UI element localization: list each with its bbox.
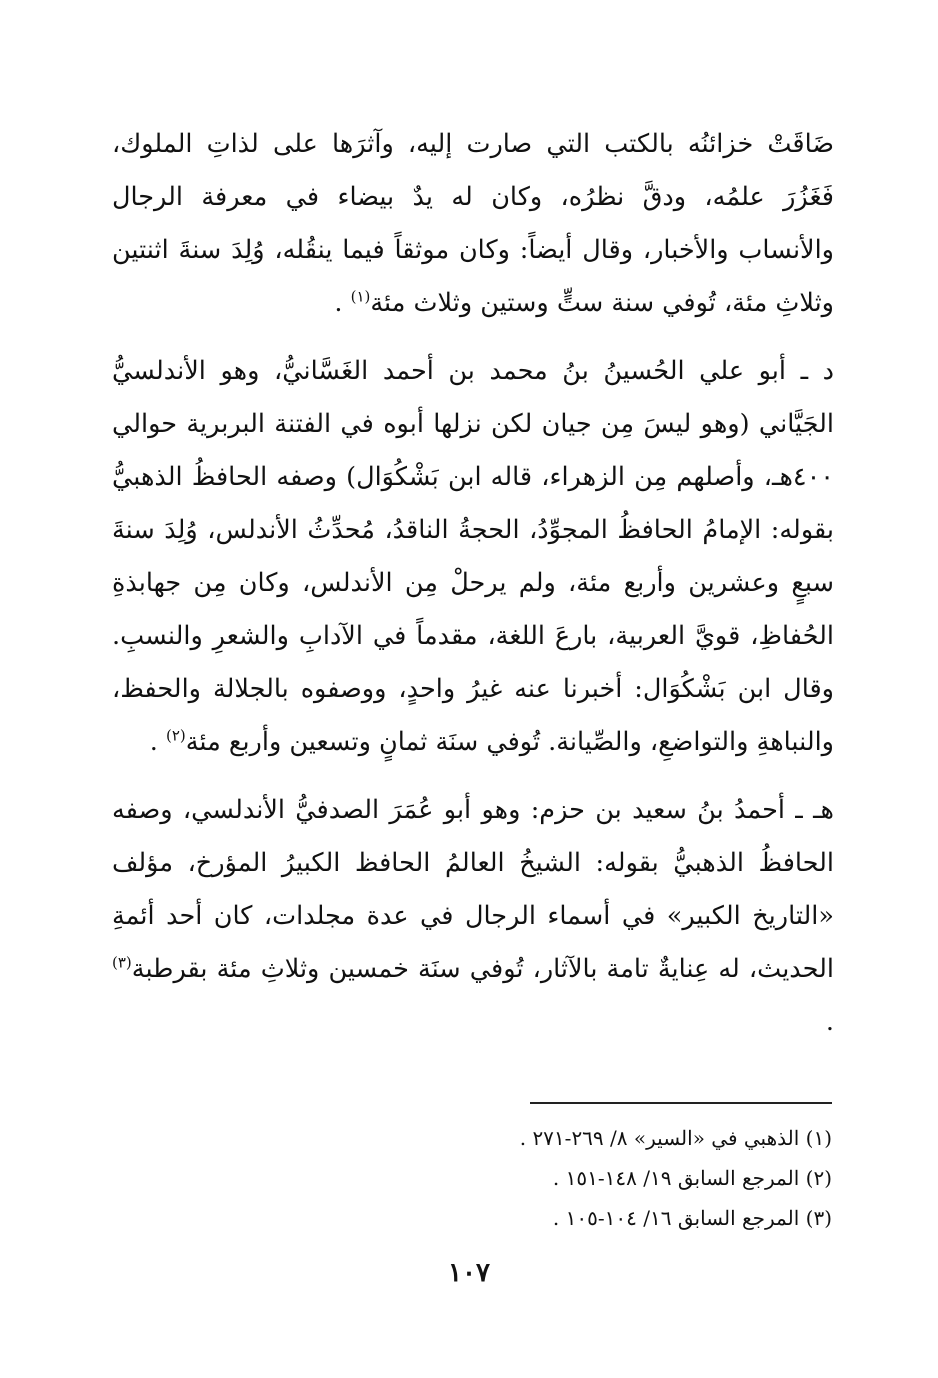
- main-text: [112, 118, 834, 1049]
- paragraph-text: د ـ أبو علي الحُسينُ بنُ محمد بن أحمد الغَسَّانيُّ، وهو الأندلسيُّ الجَيَّاني (وهو ليسَ مِن جيان لكن نزلها أبوه في الفتنة البربرية حوالي ٤٠٠هـ، وأصلهم مِن الزهراء، قاله ابن بَشْكُوَال) وصفه الحافظُ الذهبيُّ بقوله: الإمامُ الحافظُ المجوِّدُ، الحجةُ الناقدُ، مُحدِّثُ الأندلس، وُلِدَ سنةَ سبعٍ وعشرين وأربع مئة، ولم يرحلْ مِن الأندلس، وكان مِن جهابذةِ الحُفاظِ، قويَّ العربية، بارعَ اللغة، مقدماً في الآدابِ والشعرِ والنسبِ. وقال ابن بَشْكُوَال: أخبرنا عنه غيرُ واحدٍ، ووصفوه بالجلالة والحفظ، والنباهةِ والتواضعِ، والصِّيانة. تُوفي سنَة ثمانٍ وتسعين وأربع مئة: [112, 356, 834, 757]
- paragraph-text: هـ ـ أحمدُ بنُ سعيد بن حزم: وهو أبو عُمَرَ الصدفيُّ الأندلسي، وصفه الحافظُ الذهبيُّ بقوله: الشيخُ العالمُ الحافظ الكبيرُ المؤرخ، مؤلف «التاريخ الكبير» في أسماء الرجال في عدة مجلدات، كان أحد أئمةِ الحديث، له عِنايةٌ تامة بالآثار، تُوفي سنَة خمسين وثلاثِ مئة بقرطبة: [112, 795, 834, 984]
- paragraph-1: [112, 118, 834, 330]
- footnote-3: (٣) المرجع السابق ١٦/ ١٠٤-١٠٥ .: [552, 1206, 832, 1230]
- footnote-1: (١) الذهبي في «السير» ٨/ ٢٦٩-٢٧١ .: [519, 1126, 832, 1150]
- footnote-ref-1: (١): [350, 287, 371, 306]
- footnotes: [380, 1118, 832, 1238]
- paragraph-text: ضَاقَتْ خزائنُه بالكتب التي صارت إليه، وآثرَها على لذاتِ الملوك، فَغَزُرَ علمُه، ودقَّ نظرُه، وكان له يدٌ بيضاء في معرفة الرجال والأنساب والأخبار، وقال أيضاً: وكان موثقاً فيما ينقُله، وُلِدَ سنةَ اثنتين وثلاثِ مئة، تُوفي سنة ستٍّ وستين وثلاث مئة: [112, 129, 834, 318]
- footnote-ref-2: (٢): [165, 726, 186, 745]
- footnote-2: (٢) المرجع السابق ١٩/ ١٤٨-١٥١ .: [552, 1166, 832, 1190]
- paragraph-ending: .: [149, 727, 166, 757]
- paragraph-3: [112, 784, 834, 1049]
- paragraph-ending: .: [825, 1007, 834, 1037]
- paragraph-ending: .: [334, 288, 351, 318]
- footnote-divider: [530, 1102, 832, 1104]
- footnote-ref-3: (٣): [112, 953, 132, 972]
- paragraph-2: [112, 345, 834, 769]
- page-number: ١٠٧: [448, 1258, 490, 1288]
